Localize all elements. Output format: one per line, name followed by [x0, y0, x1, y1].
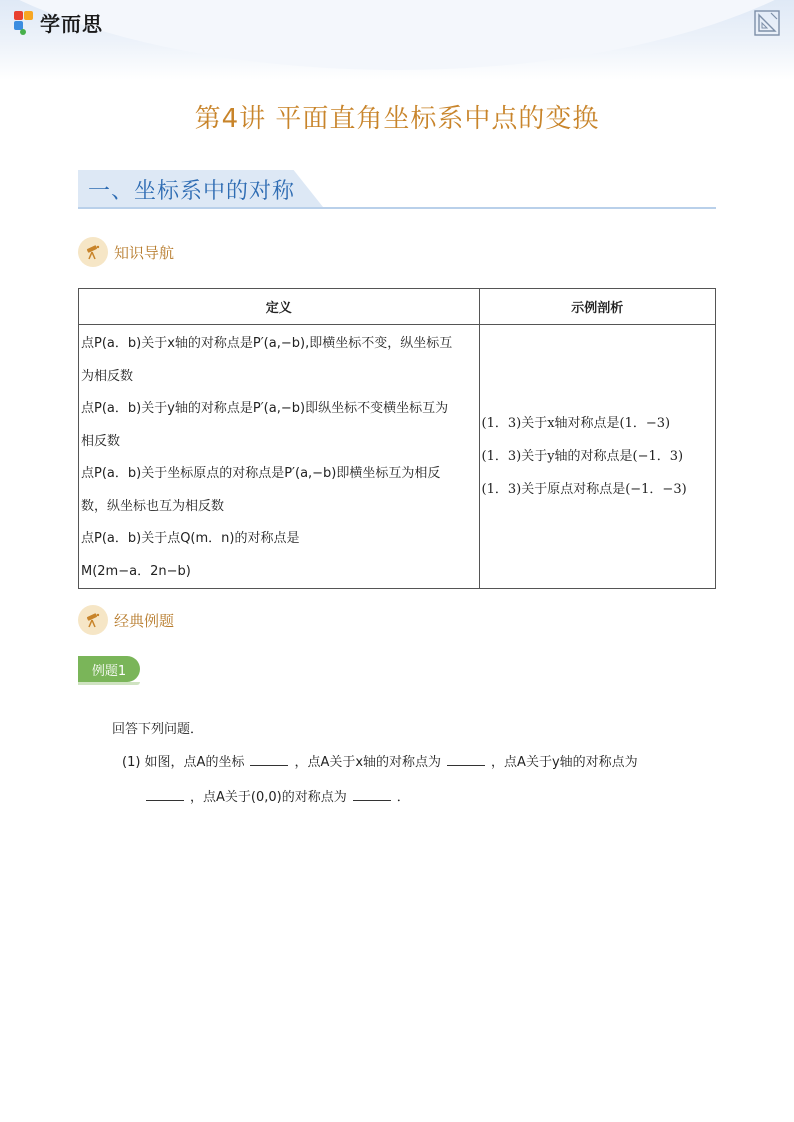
table-header-row: [79, 289, 716, 325]
header-arc: [0, 0, 794, 70]
table-row: [79, 325, 716, 589]
definition-line: 点P(a．b)关于坐标原点的对称点是P′(a,−b)即横坐标互为相反: [81, 466, 441, 481]
logo-text: 学而思: [40, 12, 103, 36]
example-cell: [479, 325, 715, 589]
telescope-icon: [78, 605, 108, 635]
definition-line: 点P(a．b)关于x轴的对称点是P′(a,−b),即横坐标不变，纵坐标互: [81, 336, 453, 351]
question-text: ，点A关于x轴的对称点为: [294, 755, 442, 770]
logo-mark-icon: [14, 11, 36, 35]
question-1-line-2: [146, 786, 410, 805]
table-header-definition: 定义: [79, 289, 480, 325]
knowledge-table: [78, 288, 716, 589]
brand-logo: [14, 8, 103, 37]
section-title: 一、坐标系中的对称: [88, 179, 296, 204]
examples-tag-label: 经典例题: [114, 611, 175, 630]
definition-line: 为相反数: [81, 368, 134, 384]
example-line: (1．3)关于原点对称点是(−1．−3): [481, 482, 687, 497]
definition-line: M(2m−a．2n−b): [81, 563, 191, 579]
question-text: ，点A关于y轴的对称点为: [491, 755, 638, 770]
example-line: (1．3)关于y轴的对称点是(−1．3): [481, 449, 684, 464]
ruler-triangle-icon: [754, 10, 780, 36]
answer-blank[interactable]: [146, 787, 184, 801]
examples-tag: [78, 605, 174, 635]
table-header-example: 示例剖析: [479, 289, 715, 325]
question-text: ．: [396, 790, 410, 805]
definition-line: 数，纵坐标也互为相反数: [81, 498, 225, 514]
section-header-underline: [78, 207, 716, 209]
knowledge-tag-label: 知识导航: [114, 243, 175, 262]
question-text: (1) 如图，点A的坐标: [122, 755, 245, 770]
question-text: ，点A关于(0,0)的对称点为: [190, 790, 347, 805]
knowledge-tag: [78, 237, 174, 267]
definition-line: 点P(a．b)关于y轴的对称点是P′(a,−b)即纵坐标不变横坐标互为: [81, 401, 449, 416]
answer-blank[interactable]: [250, 752, 288, 766]
example-badge: 例题1: [78, 656, 140, 682]
definition-line: 点P(a．b)关于点Q(m．n)的对称点是: [81, 531, 300, 546]
definition-cell: [79, 325, 480, 589]
section-header: [78, 170, 716, 210]
header-band: [0, 0, 794, 80]
telescope-icon: [78, 237, 108, 267]
answer-blank[interactable]: [447, 752, 485, 766]
example-line: (1．3)关于x轴对称点是(1．−3): [481, 416, 671, 431]
question-1-line-1: [122, 751, 638, 770]
page-title: 第4讲 平面直角坐标系中点的变换: [194, 104, 600, 134]
definition-line: 相反数: [81, 433, 121, 449]
answer-blank[interactable]: [353, 787, 391, 801]
question-prompt: 回答下列问题．: [112, 722, 204, 737]
